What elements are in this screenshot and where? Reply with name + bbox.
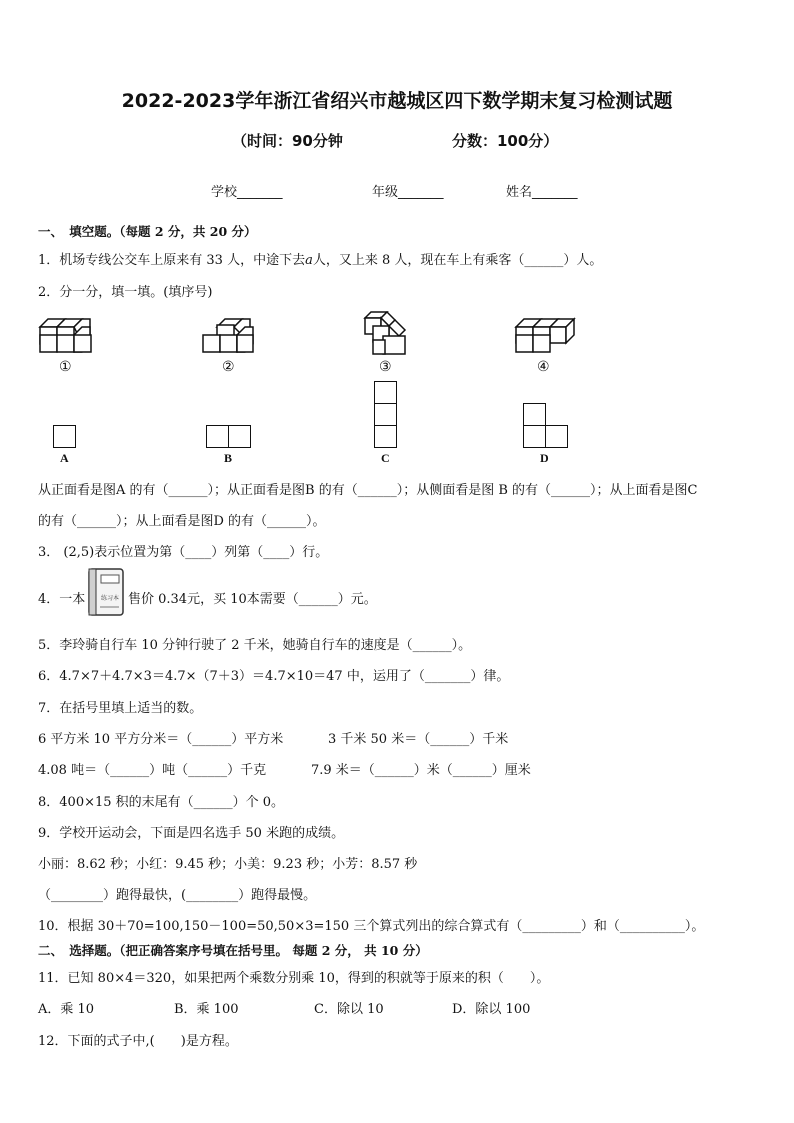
view-d-square-2 <box>523 425 546 448</box>
question-1: 1．机场专线公交车上原来有 33 人，中途下去𝑎人，又上来 8 人，现在车上有乘客（______）人。 <box>38 253 603 268</box>
cube-figure-2 <box>203 318 259 358</box>
cube-figure-1 <box>40 318 96 358</box>
page-title: 2022-2023学年浙江省绍兴市越城区四下数学期末复习检测试题 <box>121 90 673 112</box>
question-11-option-b: B．乘 100 <box>174 1002 239 1017</box>
question-10: 10．根据 30＋70=100,150－100=50,50×3=150 三个算式列出的综合算式有（_________）和（__________）。 <box>38 919 705 934</box>
view-b-square-1 <box>206 425 229 448</box>
view-d-square-3 <box>545 425 568 448</box>
view-a-square <box>53 425 76 448</box>
question-5: 5．李玲骑自行车 10 分钟行驶了 2 千米，她骑自行车的速度是（______）。 <box>38 638 472 653</box>
question-7-b: 3 千米 50 米＝（______）千米 <box>328 732 509 747</box>
view-c-square-1 <box>374 381 397 404</box>
question-7-c: 4.08 吨＝（______）吨（______）千克 <box>38 763 267 778</box>
view-b-square-2 <box>228 425 251 448</box>
question-2-line-1: 从正面看是图A 的有（______）；从正面看是图B 的有（______）；从侧面看是图 B 的有（______）；从上面看是图C <box>38 483 698 498</box>
school-field: 学校_______ <box>211 185 283 200</box>
view-label-d: D <box>540 451 549 465</box>
cube-figure-3 <box>365 312 409 358</box>
question-9-answer: （________）跑得最快，(________）跑得最慢。 <box>38 888 317 903</box>
question-11: 11．已知 80×4＝320，如果把两个乘数分别乘 10，得到的积就等于原来的积（ ）。 <box>38 971 550 986</box>
question-12: 12．下面的式子中,( )是方程。 <box>38 1034 238 1049</box>
question-11-option-a: A．乘 10 <box>38 1002 95 1017</box>
question-2-line-2: 的有（______）；从上面看是图D 的有（______）。 <box>38 514 326 529</box>
view-c-square-2 <box>374 403 397 426</box>
question-6: 6．4.7×7＋4.7×3＝4.7×（7＋3）＝4.7×10＝47 中，运用了（_______）律。 <box>38 669 510 684</box>
cube-figure-4 <box>516 318 576 358</box>
figure-label-4: ④ <box>537 359 550 375</box>
question-7-a: 6 平方米 10 平方分米＝（______）平方米 <box>38 732 284 747</box>
exam-time: （时间：90分钟 <box>232 132 343 150</box>
section-1-heading: 一、 填空题。（每题 2 分，共 20 分） <box>38 224 257 239</box>
svg-text:练习本: 练习本 <box>100 595 120 602</box>
view-d-square-1 <box>523 403 546 426</box>
view-c-square-3 <box>374 425 397 448</box>
name-field: 姓名_______ <box>506 185 578 200</box>
question-8: 8．400×15 积的末尾有（______）个 0。 <box>38 795 285 810</box>
question-4-end: 售价 0.34元，买 10本需要（______）元。 <box>128 592 377 607</box>
grade-field: 年级_______ <box>372 185 444 200</box>
question-11-option-d: D．除以 100 <box>452 1002 531 1017</box>
question-7-d: 7.9 米＝（______）米（______）厘米 <box>311 763 531 778</box>
view-label-a: A <box>60 451 69 465</box>
question-9-data: 小丽：8.62 秒；小红：9.45 秒；小美：9.23 秒；小芳：8.57 秒 <box>38 857 418 872</box>
exam-score: 分数：100分） <box>452 132 559 150</box>
question-3: 3． (2,5)表示位置为第（____）列第（____）行。 <box>38 545 329 560</box>
notebook-icon <box>86 567 128 619</box>
view-label-c: C <box>381 451 390 465</box>
section-2-heading: 二、 选择题。（把正确答案序号填在括号里。 每题 2 分， 共 10 分） <box>38 943 428 958</box>
question-11-option-c: C．除以 10 <box>314 1002 384 1017</box>
view-label-b: B <box>224 451 233 465</box>
question-9: 9．学校开运动会，下面是四名选手 50 米跑的成绩。 <box>38 826 345 841</box>
question-2: 2．分一分，填一填。(填序号) <box>38 285 213 300</box>
figure-label-1: ① <box>59 359 72 375</box>
question-4-start: 4．一本 <box>38 592 86 607</box>
figure-label-3: ③ <box>379 359 392 375</box>
figure-label-2: ② <box>222 359 235 375</box>
question-7: 7．在括号里填上适当的数。 <box>38 701 203 716</box>
